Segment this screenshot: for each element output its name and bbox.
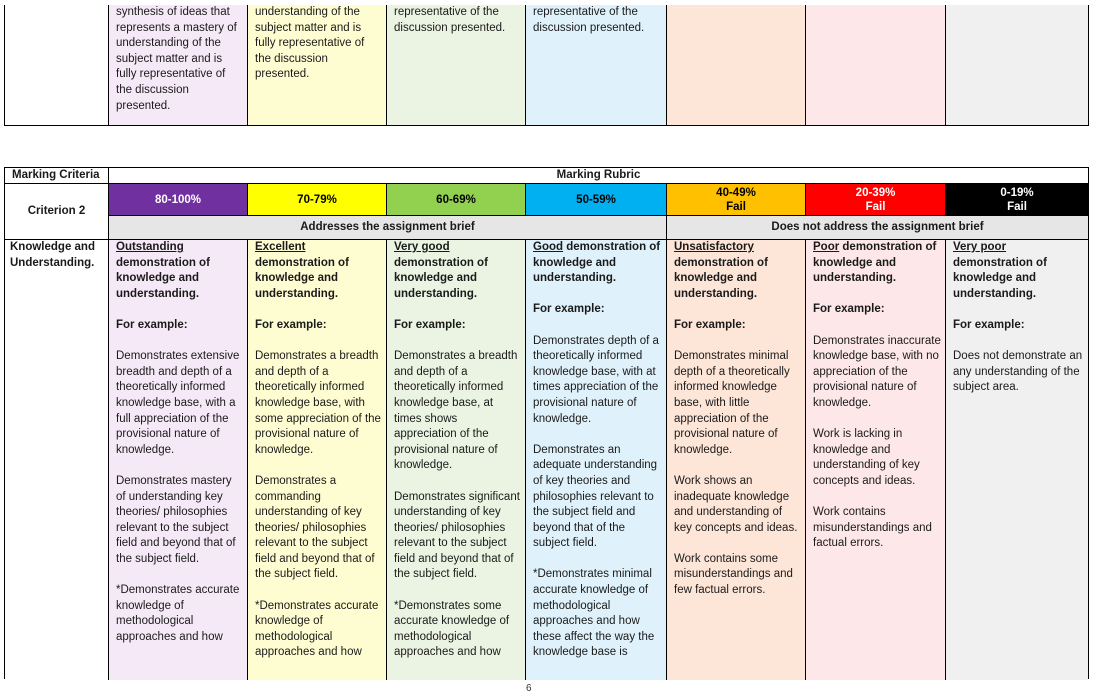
col-para: Demonstrates minimal depth of a theoretically informed knowledge base, with little appreciation of the provisional nature of knowledge. (674, 350, 790, 456)
row-label-knowledge-text: Knowledge and Understanding. (10, 241, 95, 269)
col-heading-grade: Good (533, 241, 564, 253)
col-para: Work shows an inadequate knowledge and understanding of key concepts and ideas. (674, 474, 798, 534)
col-example: For example: (674, 318, 746, 331)
band-0-19-fail: Fail (1007, 200, 1027, 213)
page-number: 6 (526, 683, 532, 694)
col-example: For example: (813, 303, 885, 316)
top-table-cell-0 (946, 5, 1088, 125)
col-heading-rest: demonstration of knowledge and understanding. (674, 256, 768, 300)
col-heading-rest: demonstration of knowledge and understanding. (394, 256, 488, 300)
col-heading (953, 240, 1084, 302)
col-heading (813, 240, 941, 287)
top-table-cell-20 (806, 5, 946, 125)
band-70-79 (248, 184, 387, 216)
col-para: Demonstrates depth of a theoretically informed knowledge base, with at times appreciation of the provisional nature of knowledge. (533, 334, 659, 425)
band-50-59-range: 50-59% (576, 193, 616, 206)
col-heading-grade: Poor (813, 241, 840, 253)
band-70-79-range: 70-79% (297, 193, 337, 206)
col-example: For example: (116, 318, 188, 331)
rubric-col-excellent (248, 240, 387, 680)
rubric-col-very-poor (946, 240, 1088, 680)
top-table-cell-60 (387, 5, 526, 125)
col-para: *Demonstrates minimal accurate knowledge of methodological approaches and how these affect the way the knowledge base is (533, 568, 655, 659)
band-20-39-range: 20-39% (855, 186, 896, 199)
col-para: *Demonstrates accurate knowledge of methodological approaches and how (116, 584, 240, 643)
band-60-69-range: 60-69% (436, 193, 476, 206)
top-table-text-80: synthesis of ideas that represents a mastery of understanding of the subject matter and is fully representative of the discussion presented. (116, 6, 237, 112)
row-label-knowledge (5, 240, 109, 680)
col-para: Demonstrates significant understanding of key theories/ philosophies relevant to the subject field and beyond that of the subject field. (394, 490, 520, 581)
criterion-label (5, 184, 109, 240)
top-table-text-50: representative of the discussion presented. (533, 6, 645, 34)
col-para: *Demonstrates accurate knowledge of methodological approaches and how (255, 599, 379, 659)
col-heading-grade: Very poor (953, 241, 1007, 253)
col-para: Demonstrates a breadth and depth of a theoretically informed knowledge base, at times shows appreciation of the provisional nature of knowledge. (394, 350, 518, 472)
col-example: For example: (953, 318, 1025, 331)
band-40-49-fail: Fail (726, 200, 746, 213)
top-table-cell-80 (109, 5, 248, 125)
top-table-cell-50 (526, 5, 667, 125)
col-heading-rest: demonstration of knowledge and understanding. (255, 256, 349, 300)
col-heading-rest: demonstration of knowledge and understanding. (953, 256, 1047, 300)
band-20-39-fail: Fail (865, 200, 886, 213)
band-80-100 (109, 184, 248, 216)
col-heading-rest: demonstration of knowledge and understanding. (813, 241, 937, 285)
col-example: For example: (255, 318, 327, 331)
band-50-59 (526, 184, 667, 216)
criterion-label-text: Criterion 2 (27, 204, 86, 217)
rubric-col-good (526, 240, 667, 680)
col-heading-grade: Outstanding (116, 241, 184, 253)
col-heading (674, 240, 801, 302)
band-80-100-range: 80-100% (154, 193, 202, 206)
col-heading (255, 240, 382, 302)
col-heading-rest: demonstration of knowledge and understanding. (533, 241, 661, 285)
col-example: For example: (394, 318, 466, 331)
col-heading (394, 240, 521, 302)
col-para: Demonstrates a commanding understanding of key theories/ philosophies relevant to the subject field and beyond that of the subject field. (255, 474, 375, 581)
col-heading-grade: Unsatisfactory (674, 241, 754, 253)
rubric-table (4, 167, 1089, 679)
col-para: Demonstrates a breadth and depth of a theoretically informed knowledge base, with some appreciation of the provisional nature of knowledge. (255, 350, 381, 456)
rubric-col-very-good (387, 240, 526, 680)
col-heading (116, 240, 243, 302)
col-para: Work is lacking in knowledge and understanding of key concepts and ideas. (813, 428, 920, 487)
col-para: Work contains misunderstandings and factual errors. (813, 506, 932, 550)
top-table-text-70: understanding of the subject matter and is fully representative of the discussion presented. (255, 6, 365, 81)
band-40-49-range: 40-49% (716, 186, 756, 199)
col-para: Demonstrates inaccurate knowledge base, with no appreciation of the provisional nature of knowledge. (813, 334, 941, 409)
band-40-49 (667, 184, 806, 216)
band-0-19-range: 0-19% (1000, 186, 1034, 199)
col-para: Demonstrates extensive breadth and depth of a theoretically informed knowledge base, with a full appreciation of the provisional nature of knowledge. (116, 350, 240, 456)
top-table-cell-70 (248, 5, 387, 125)
band-20-39 (806, 184, 946, 216)
marking-rubric-label: Marking Rubric (109, 168, 1088, 184)
top-table-cell-40 (667, 5, 806, 125)
col-heading (533, 240, 662, 287)
col-para: Does not demonstrate an any understanding of the subject area. (953, 350, 1083, 394)
col-para: Demonstrates mastery of understanding key theories/ philosophies relevant to the subject field and beyond that of the subject field. (116, 474, 236, 565)
top-table-text-60: representative of the discussion presented. (394, 6, 506, 34)
col-para: Demonstrates an adequate understanding of key theories and philosophies relevant to the subject field and beyond that of the subject field. (533, 443, 658, 550)
addresses-brief-label: Addresses the assignment brief (109, 216, 667, 240)
col-heading-rest: demonstration of knowledge and understanding. (116, 256, 210, 300)
not-addresses-brief-label: Does not address the assignment brief (667, 216, 1088, 240)
col-example: For example: (533, 303, 605, 316)
band-0-19 (946, 184, 1088, 216)
col-heading-grade: Excellent (255, 241, 306, 253)
rubric-col-poor (806, 240, 946, 680)
col-para: Work contains some misunderstandings and few factual errors. (674, 552, 793, 597)
top-table (4, 5, 1089, 126)
rubric-col-outstanding (109, 240, 248, 680)
col-heading-grade: Very good (394, 241, 450, 253)
marking-criteria-label: Marking Criteria (5, 168, 109, 184)
top-table-label-cell (5, 5, 109, 125)
rubric-col-unsatisfactory (667, 240, 806, 680)
band-60-69 (387, 184, 526, 216)
col-para: *Demonstrates some accurate knowledge of methodological approaches and how (394, 599, 510, 659)
